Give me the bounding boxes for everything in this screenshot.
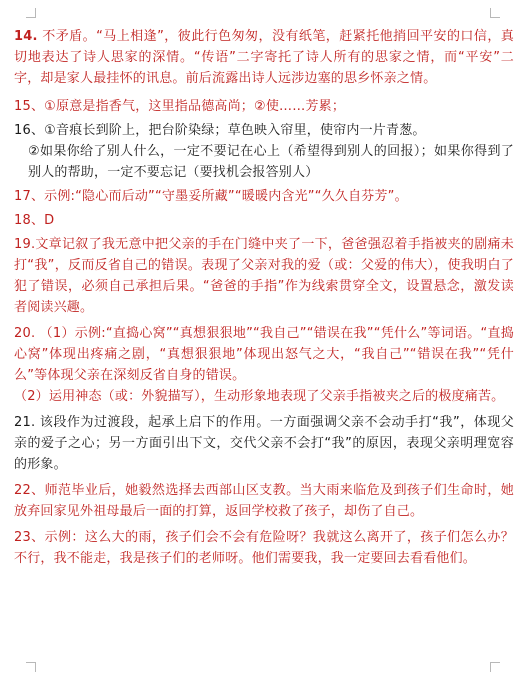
margin-mark-bottom-right bbox=[490, 662, 500, 672]
answer-16-part2: ②如果你给了别人什么，一定不要记在心上（希望得到别人的回报）；如果你得到了别人的帮助，一定不要忘记（要找机会报答别人） bbox=[28, 144, 514, 180]
margin-mark-bottom-left bbox=[26, 662, 36, 672]
answer-14 bbox=[14, 26, 514, 89]
answer-21: 21. 该段作为过渡段，起承上启下的作用。一方面强调父亲不会动手打“我”，体现父亲的爱子之心；另一方面引出下文，交代父亲不会打“我”的原因，表现父亲明理宽容的形象。 bbox=[14, 415, 514, 472]
answer-content bbox=[14, 26, 514, 569]
answer-18: 18、D bbox=[14, 213, 55, 228]
answer-19: 19.文章记叙了我无意中把父亲的手在门缝中夹了一下，爸爸强忍着手指被夹的剧痛未打“我”，反而反省自己的错误。表现了父亲对我的爱（或：父爱的伟大），使我明白了犯了错误，必须自己承担后果。“爸爸的手指”作为线索贯穿全文，设置悬念，激发读者阅读兴趣。 bbox=[14, 237, 514, 315]
answer-20-part2: （2）运用神态（或：外貌描写），生动形象地表现了父亲手指被夹之后的极度痛苦。 bbox=[14, 389, 505, 404]
answer-15: 15、①原意是指香气，这里指品德高尚；②使……芳累； bbox=[14, 99, 346, 114]
margin-mark-top-right bbox=[490, 8, 500, 18]
answer-17: 17、示例:“隐心而后动”“守墨妥所藏”“暖暖内含光”“久久自芬芳”。 bbox=[14, 189, 408, 204]
margin-mark-top-left bbox=[26, 8, 36, 18]
answer-14-text: 不矛盾。“马上相逢”，彼此行色匆匆，没有纸笔，赶紧托他捎回平安的口信，真切地表达了诗人思家的深情。“传语”二字寄托了诗人所有的思家之情，而“平安”二字，却是家人最挂怀的讯息。前后流露出诗人远涉边塞的思乡怀亲之情。 bbox=[14, 29, 514, 86]
answer-20-part1: 20. （1）示例:“直捣心窝”“真想狠狠地”“我自己”“错误在我”“凭什么”等词语。“直捣心窝”体现出疼痛之剧，“真想狠狠地”体现出怒气之大，“我自己”“错误在我”“凭什么”等体现父亲在深刻反省自身的错误。 bbox=[14, 326, 514, 383]
answer-14-number: 14. bbox=[14, 29, 38, 44]
answer-23: 23、示例：这么大的雨，孩子们会不会有危险呀？我就这么离开了，孩子们怎么办？不行，我不能走，我是孩子们的老师呀。他们需要我，我一定要回去看看他们。 bbox=[14, 530, 514, 566]
answer-22: 22、师范毕业后，她毅然选择去西部山区支教。当大雨来临危及到孩子们生命时，她放弃回家见外祖母最后一面的打算，返回学校救了孩子，却伤了自己。 bbox=[14, 483, 514, 519]
answer-16-part1: 16、①音痕长到阶上，把台阶染绿；草色映入帘里，使帘内一片青葱。 bbox=[14, 123, 426, 138]
